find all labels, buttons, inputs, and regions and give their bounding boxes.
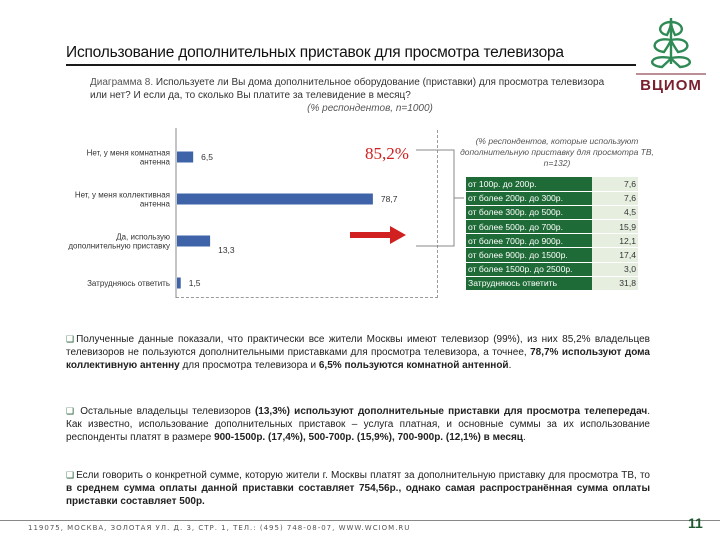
wciom-logo xyxy=(626,8,716,94)
bar xyxy=(177,152,193,163)
footer-divider xyxy=(0,520,720,521)
category-label: Затрудняюсь ответить xyxy=(87,279,170,288)
chart-caption xyxy=(90,76,610,115)
price-range-label: от более 200р. до 300р. xyxy=(466,191,592,205)
price-range-value: 4,5 xyxy=(592,205,638,219)
price-table xyxy=(466,177,638,291)
price-row xyxy=(466,248,638,262)
category-label: Нет, у меня комнатная антенна xyxy=(86,148,170,167)
price-range-value: 15,9 xyxy=(592,220,638,234)
page-number: 11 xyxy=(688,515,703,531)
survey-question: Используете ли Вы дома дополнительное оборудование (приставки) для просмотра телевизора или нет? И если да, то сколько Вы платите за телевидение в месяц? xyxy=(90,77,605,101)
paragraph-1: ❑ Полученные данные показали, что практически все жители Москвы имеют телевизор (99%), из них 85,2% владельцев телевизоров не пользуются дополнительными приставками для просмотра телевизора, а точнее, 78,7% используют дома коллективную антенну для просмотра телевизора и 6,5% пользуются комнатной антенной. xyxy=(66,334,650,371)
price-range-value: 7,6 xyxy=(592,191,638,205)
price-range-label: Затрудняюсь ответить xyxy=(466,276,592,290)
category-label: Нет, у меня коллективная антенна xyxy=(74,190,170,209)
diagram-number: Диаграмма 8. xyxy=(90,77,154,88)
price-row xyxy=(466,276,638,290)
svg-text:ВЦИОМ: ВЦИОМ xyxy=(640,77,702,94)
bar xyxy=(177,194,373,205)
price-range-label: от более 300р. до 500р. xyxy=(466,205,592,219)
title-divider xyxy=(66,64,636,66)
respondents-note: (% респондентов, n=1000) xyxy=(307,103,433,114)
bar-value-label: 13,3 xyxy=(218,245,235,255)
bar-value-label: 78,7 xyxy=(380,194,398,204)
bullet-icon: ❑ xyxy=(66,406,75,416)
price-row xyxy=(466,220,638,234)
bar xyxy=(177,278,181,289)
price-range-label: от более 700р. до 900р. xyxy=(466,234,592,248)
price-range-label: от более 900р. до 1500р. xyxy=(466,248,592,262)
price-row xyxy=(466,177,638,191)
price-row xyxy=(466,234,638,248)
bullet-icon: ❑ xyxy=(66,470,75,480)
paragraph-2: ❑ Остальные владельцы телевизоров (13,3%) используют дополнительные приставки для просмотра телепередач. Как известно, использование дополнительных приставок – услуга платная, и основные суммы за их использование респонденты платят в размере 900-1500р. (17,4%), 500-700р. (15,9%), 700-900р. (12,1%) в месяц. xyxy=(66,406,651,443)
price-row xyxy=(466,205,638,219)
price-row xyxy=(466,191,638,205)
slide-title: Использование дополнительных приставок для просмотра телевизора xyxy=(66,44,564,61)
bar-value-label: 6,5 xyxy=(201,152,214,162)
price-range-value: 12,1 xyxy=(592,234,638,248)
red-arrow-icon xyxy=(350,226,406,244)
price-range-value: 31,8 xyxy=(592,276,638,290)
price-range-value: 3,0 xyxy=(592,262,638,276)
table-note: (% респондентов, которые используют дополнительную приставку для просмотра ТВ, n=132) xyxy=(460,136,654,168)
footer-address: 119075, МОСКВА, ЗОЛОТАЯ УЛ. Д. 3, СТР. 1, ТЕЛ.: (495) 748-08-07, WWW.WCIOM.RU xyxy=(28,524,411,532)
price-range-value: 7,6 xyxy=(592,177,638,191)
price-range-label: от более 500р. до 700р. xyxy=(466,220,592,234)
price-range-label: от 100р. до 200р. xyxy=(466,177,592,191)
bullet-icon: ❑ xyxy=(66,334,75,344)
total-percent-annotation: 85,2% xyxy=(365,144,409,163)
price-range-value: 17,4 xyxy=(592,248,638,262)
bar-value-label: 1,5 xyxy=(188,278,201,288)
price-range-label: от более 1500р. до 2500р. xyxy=(466,262,592,276)
paragraph-3: ❑ Если говорить о конкретной сумме, которую жители г. Москвы платят за дополнительную приставку для просмотра ТВ, то в среднем сумма оплаты данной приставки составляет 754,56р., однако самая распространённая сумма оплаты приставки составляет 500р. xyxy=(66,470,650,507)
bar xyxy=(177,236,210,247)
category-label: Да, использую дополнительную приставку xyxy=(68,232,170,251)
price-row xyxy=(466,262,638,276)
